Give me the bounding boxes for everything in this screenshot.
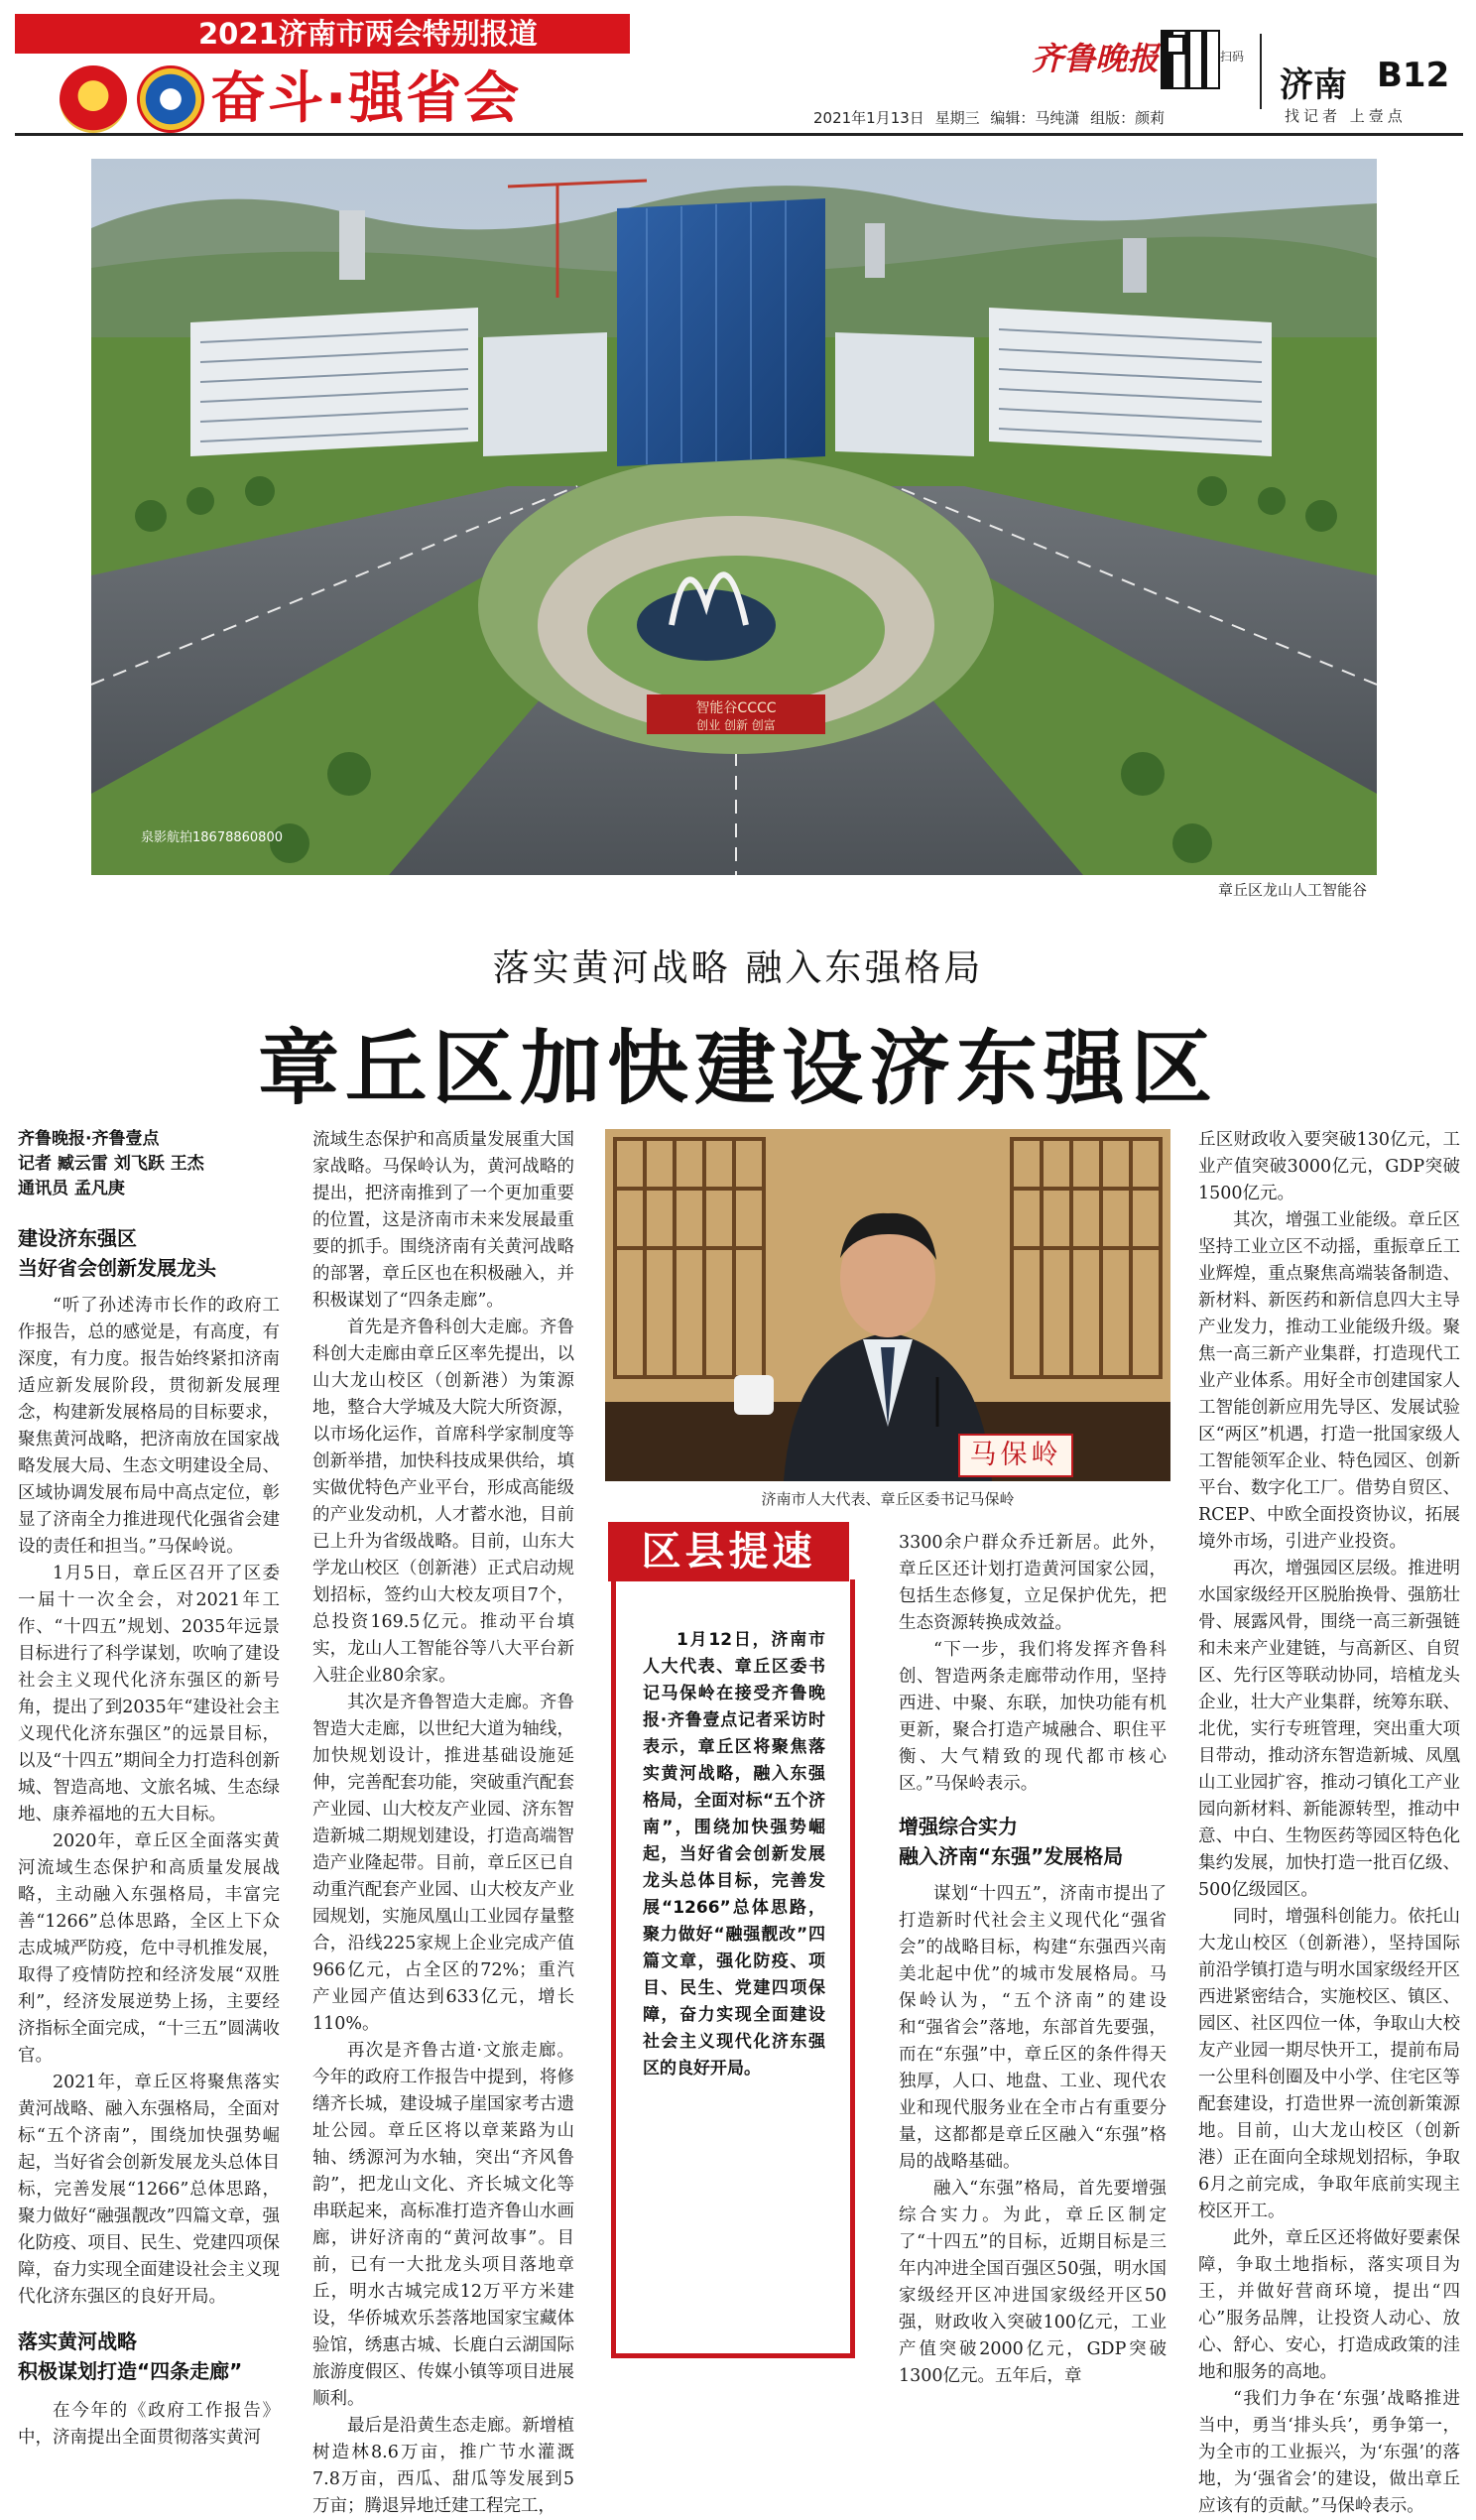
aerial-photo (91, 159, 1377, 875)
issue-meta: 2021年1月13日 星期三 编辑：马纯潇 组版：颜莉 (813, 109, 1166, 127)
photo-caption: 章丘区龙山人工智能谷 (1218, 881, 1368, 899)
header-rule (15, 133, 1463, 136)
paragraph: 融入“东强”格局，首先要增强综合实力。为此，章丘区制定了“十四五”的目标，近期目标是三年内冲进全国百强区50强，明水国家级经开区冲进国家级经开区50强，财政收入突破100亿元，工业产值突破2000亿元，GDP突破1300亿元。五年后，章 (899, 2179, 1167, 2386)
paragraph: 再次是齐鲁古道·文旅走廊。今年的政府工作报告中提到，将修缮齐长城，建设城子崖国家考古遗址公园。章丘区将以章莱路为山轴、绣源河为水轴，突出“齐风鲁韵”，把龙山文化、齐长城文化等串联起来，高标准打造齐鲁山水画廊，讲好济南的“黄河故事”。目前，已有一大批龙头项目落地章丘，明水古城完成12万平方米建设，华侨城欢乐荟落地国家宝藏体验馆，绣惠古城、长鹿白云湖国际旅游度假区、传媒小镇等项目进展顺利。 (312, 2041, 574, 2409)
column-1 (18, 1127, 280, 2452)
column-4 (1198, 1127, 1460, 2520)
name-card: 马保岭 (958, 1434, 1073, 1477)
column-2 (312, 1127, 574, 2520)
article-headline: 章丘区加快建设济东强区 (257, 1022, 1218, 1116)
portrait-photo (605, 1129, 1170, 1481)
column-3-top (899, 1530, 1167, 2390)
newspaper-brand: 齐鲁晚报 (1032, 40, 1160, 77)
paragraph: “我们力争在‘东强’战略推进当中，勇当‘排头兵’，勇争第一，为全市的工业振兴，为‘东强’的落地，为‘强省会’的建设，做出章丘应该有的贡献。”马保岭表示。 (1198, 2389, 1460, 2516)
paragraph: 3300余户群众乔迁新居。此外，章丘区还计划打造黄河国家公园，包括生态修复，立足保护优先，把生态资源转换成效益。 (899, 1533, 1167, 1633)
byline-reporters: 记者 臧云雷 刘飞跃 王杰 (18, 1154, 204, 1174)
sidebar-paragraph: 1月12日，济南市人大代表、章丘区委书记马保岭在接受齐鲁晚报·齐鲁壹点记者采访时表示，章丘区将聚焦落实黄河战略，融入东强格局，全面对标“五个济南”，围绕加快强势崛起，当好省会创新发展龙头总体目标，完善发展“1266”总体思路，聚力做好“融强靓改”四篇文章，强化防疫、项目、民生、党建四项保障，奋力实现全面建设社会主义现代化济东强区的良好开局。 (643, 1630, 825, 2079)
paragraph: 1月5日，章丘区召开了区委一届十一次全会，对2021年工作、“十四五”规划、2035年远景目标进行了科学谋划，吹响了建设社会主义现代化济东强区的新号角，提出了到2035年“建设社会主义现代化济东强区”的远景目标，以及“十四五”期间全力打造科创新城、智造高地、文旅名城、生态绿地、康养福地的五大目标。 (18, 1564, 280, 1825)
header-divider (1260, 34, 1262, 109)
paragraph: 流域生态保护和高质量发展重大国家战略。马保岭认为，黄河战略的提出，把济南推到了一个更加重要的位置，这是济南市未来发展最重要的抓手。围绕济南有关黄河战略的部署，章丘区也在积极融入，并积极谋划了“四条走廊”。 (312, 1130, 574, 1311)
page-number: B12 (1377, 56, 1450, 95)
sign-text: 智能谷CCCC (695, 700, 777, 716)
byline-source: 齐鲁晚报·齐鲁壹点 (18, 1129, 160, 1149)
sidebar-tab: 区县提速 (608, 1522, 849, 1581)
cppcc-emblem-icon (137, 65, 204, 133)
paragraph: 在今年的《政府工作报告》中，济南提出全面贯彻落实黄河 (18, 2401, 280, 2448)
section-name: 济南 (1280, 65, 1347, 105)
paragraph: “下一步，我们将发挥齐鲁科创、智造两条走廊带动作用，坚持西进、中聚、东联，加快功能有机更新，聚合打造产城融合、职住平衡、大气精致的现代都市核心区。”马保岭表示。 (899, 1640, 1167, 1794)
paragraph: 最后是沿黄生态走廊。新增植树造林8.6万亩，推广节水灌溉7.8万亩，西瓜、甜瓜等发展到5万亩；腾退异地迁建工程完工， (312, 2416, 574, 2516)
paragraph: “听了孙述涛市长作的政府工作报告，总的感觉是，有高度，有深度，有力度。报告始终紧扣济南适应新发展阶段，贯彻新发展理念，构建新发展格局的目标要求，聚焦黄河战略，把济南放在国家战略发展大局、生态文明建设全局、区域协调发展布局中高点定位，彰显了济南全力推进现代化强省会建设的责任和担当。”马保岭说。 (18, 1296, 280, 1557)
section-heading-1: 建设济东强区 当好省会创新发展龙头 (18, 1226, 216, 1280)
banner-text: 2021济南市两会特别报道 (198, 17, 538, 51)
national-emblem-icon (60, 65, 127, 133)
paragraph: 再次，增强园区层级。推进明水国家级经开区脱胎换骨、强筋壮骨、展露风骨，围绕一高三新强链和未来产业建链，与高新区、自贸区、先行区等联动协同，培植龙头企业，壮大产业集群，统筹东联、北优，实行专班管理，突出重大项目带动，推动济东智造新城、凤凰山工业园扩容，推动刁镇化工产业园向新材料、新能源转型，推动中意、中白、生物医药等园区特色化集约发展，加快打造一批百亿级、500亿级园区。 (1198, 1559, 1460, 1900)
sign-subtext: 创业 创新 创富 (696, 718, 776, 732)
paragraph: 此外，章丘区还将做好要素保障，争取土地指标，落实项目为王，并做好营商环境，提出“四心”服务品牌，让投资人动心、放心、舒心、安心，打造成政策的洼地和服务的高地。 (1198, 2228, 1460, 2382)
paragraph: 2021年，章丘区将聚焦落实黄河战略、融入东强格局，全面对标“五个济南”，围绕加快强势崛起，当好省会创新发展龙头总体目标，完善发展“1266”总体思路，聚力做好“融强靓改”四篇文章，强化防疫、项目、民生、党建四项保障，奋力实现全面建设社会主义现代化济东强区的良好开局。 (18, 2073, 280, 2307)
photo-credit: 泉影航拍18678860800 (141, 830, 283, 845)
section-heading-3: 增强综合实力 融入济南“东强”发展格局 (899, 1815, 1124, 1868)
paragraph: 2020年，章丘区全面落实黄河流域生态保护和高质量发展战略，主动融入东强格局，丰富完善“1266”总体思路，全区上下众志成城严防疫，危中寻机推发展，取得了疫情防控和经济发展“双胜利”，经济发展逆势上扬，主要经济指标全面完成，“十三五”圆满收官。 (18, 1831, 280, 2066)
section-heading-2: 落实黄河战略 积极谋划打造“四条走廊” (18, 2330, 243, 2383)
find-reporter-slogan: 找记者 上壹点 (1285, 107, 1407, 125)
paragraph: 谋划“十四五”，济南市提出了打造新时代社会主义现代化“强省会”的战略目标，构建“东强西兴南美北起中优”的城市发展格局。马保岭认为，“五个济南”的建设和“强省会”落地，东部首先要强，而在“东强”中，章丘区的条件得天独厚，人口、地盘、工业、现代农业和现代服务业在全市占有重要分量，这都都是章丘区融入“东强”格局的战略基础。 (899, 1884, 1167, 2172)
portrait-caption: 济南市人大代表、章丘区委书记马保岭 (761, 1490, 1015, 1508)
article-subhead: 落实黄河战略 融入东强格局 (492, 946, 984, 989)
paragraph: 同时，增强科创能力。依托山大龙山校区（创新港），坚持国际前沿学镇打造与明水国家级经开区西进紧密结合，实施校区、镇区、园区、社区四位一体，争取山大校友产业园一期尽快开工，提前布局一公里科创圈及中小学、住宅区等配套建设，打造世界一流创新策源地。目前，山大龙山校区（创新港）正在面向全球规划招标，争取6月之前完成，争取年底前实现主校区开工。 (1198, 1907, 1460, 2221)
paragraph: 其次，增强工业能级。章丘区坚持工业立区不动摇，重振章丘工业辉煌，重点聚焦高端装备制造、新材料、新医药和新信息四大主导产业发力，推动工业能级升级。聚焦一高三新产业集群，打造现代工业产业体系。用好全市创建国家人工智能创新应用先导区、发展试验区“两区”机遇，打造一批国家级人工智能领军企业、特色园区、创新平台、数字化工厂。借势自贸区、RCEP、中欧全面投资协议，拓展境外市场，引进产业投资。 (1198, 1210, 1460, 1552)
byline-correspondent: 通讯员 孟凡庚 (18, 1179, 125, 1198)
qr-label: 扫码 (1220, 50, 1245, 63)
paragraph: 其次是齐鲁智造大走廊。齐鲁智造大走廊，以世纪大道为轴线，加快规划设计，推进基础设施延伸，完善配套功能，突破重汽配套产业园、山大校友产业园、济东智造新城二期规划建设，打造高端智造产业隆起带。目前，章丘区已自动重汽配套产业园、山大校友产业园规划，实施凤凰山工业园存量整合，沿线225家规上企业完成产值966亿元，占全区的72%；重汽产业园产值达到633亿元，增长110%。 (312, 1693, 574, 2034)
column-title: 奋斗·强省会 (210, 66, 522, 131)
paragraph: 丘区财政收入要突破130亿元，工业产值突破3000亿元，GDP突破1500亿元。 (1198, 1130, 1460, 1203)
sidebar-summary (643, 1627, 825, 2082)
qr-code-icon[interactable] (1161, 30, 1220, 89)
paragraph: 首先是齐鲁科创大走廊。齐鲁科创大走廊由章丘区率先提出，以山大龙山校区（创新港）为策源地，整合大学城及大院大所资源，以市场化运作，首席科学家制度等创新举措，加快科技成果供给，填实做优特色产业平台，形成高能级的产业发动机，人才蓄水池，目前已上升为省级战略。目前，山东大学龙山校区（创新港）正式启动规划招标，签约山大校友项目7个，总投资169.5亿元。推动平台填实，龙山人工智能谷等八大平台新入驻企业80余家。 (312, 1318, 574, 1686)
